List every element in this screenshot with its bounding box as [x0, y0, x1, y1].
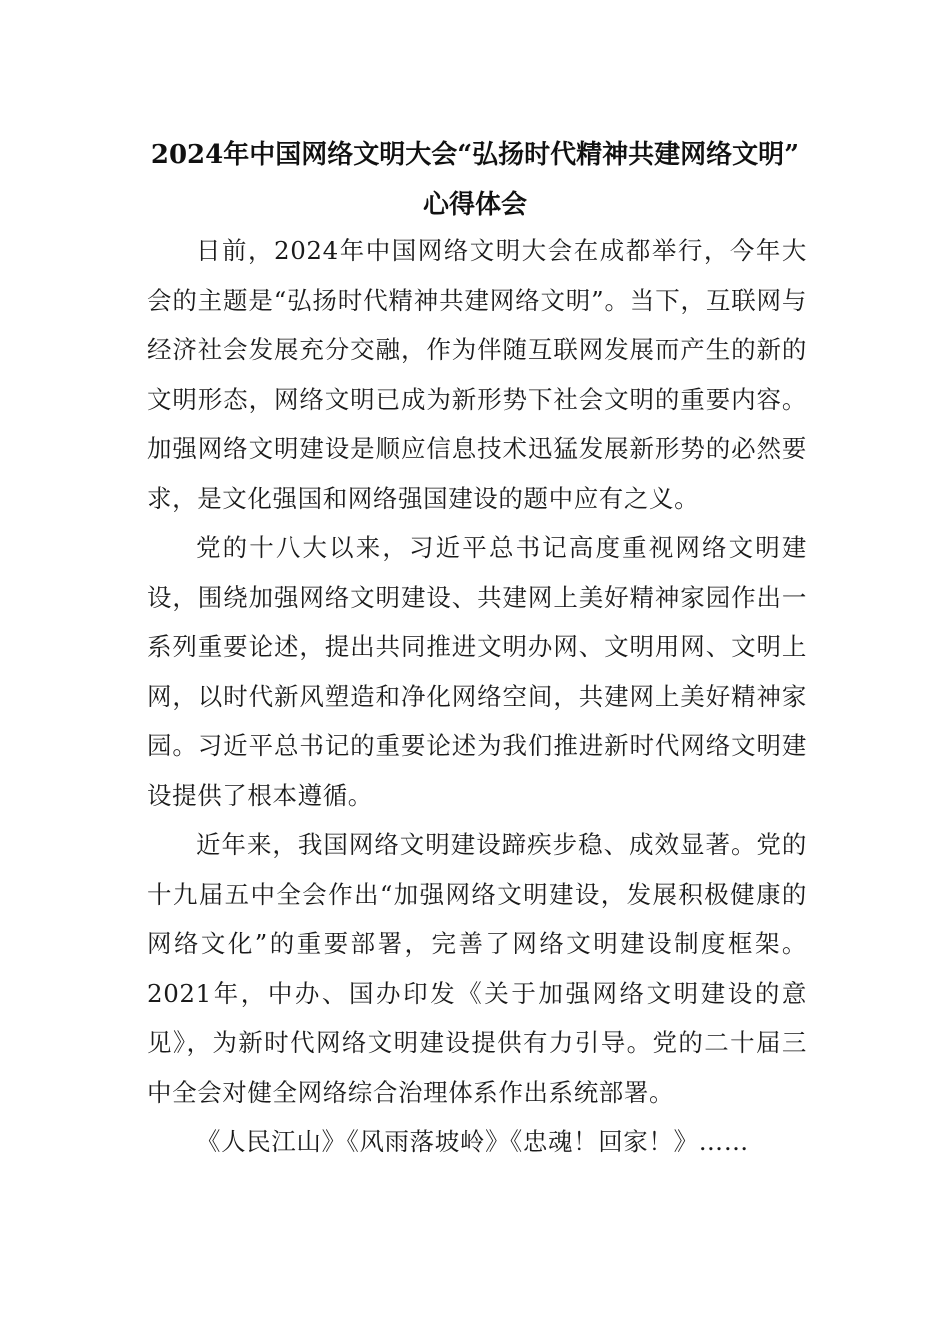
document-title-line-1: 2024年中国网络文明大会“弘扬时代精神共建网络文明”: [150, 140, 800, 170]
paragraph-1: 日前，2024年中国网络文明大会在成都举行，今年大会的主题是“弘扬时代精神共建网络文明”。当下，互联网与经济社会发展充分交融，作为伴随互联网发展而产生的新的文明形态，网络文明已成为新形势下社会文明的重要内容。加强网络文明建设是顺应信息技术迅猛发展新形势的必然要求，是文化强国和网络强国建设的题中应有之义。: [147, 236, 807, 513]
document-title-line-2: 心得体会: [422, 190, 527, 220]
document-body: [147, 226, 807, 1167]
paragraph-2: 党的十八大以来，习近平总书记高度重视网络文明建设，围绕加强网络文明建设、共建网上美好精神家园作出一系列重要论述，提出共同推进文明办网、文明用网、文明上网，以时代新风塑造和净化网络空间，共建网上美好精神家园。习近平总书记的重要论述为我们推进新时代网络文明建设提供了根本遵循。: [147, 533, 807, 810]
paragraph-4: 《人民江山》《风雨落坡岭》《忠魂！回家！》……: [196, 1127, 749, 1156]
paragraph-3: 近年来，我国网络文明建设蹄疾步稳、成效显著。党的十九届五中全会作出“加强网络文明建设，发展积极健康的网络文化”的重要部署，完善了网络文明建设制度框架。2021年，中办、国办印发《关于加强网络文明建设的意见》，为新时代网络文明建设提供有力引导。党的二十届三中全会对健全网络综合治理体系作出系统部署。: [147, 830, 807, 1107]
